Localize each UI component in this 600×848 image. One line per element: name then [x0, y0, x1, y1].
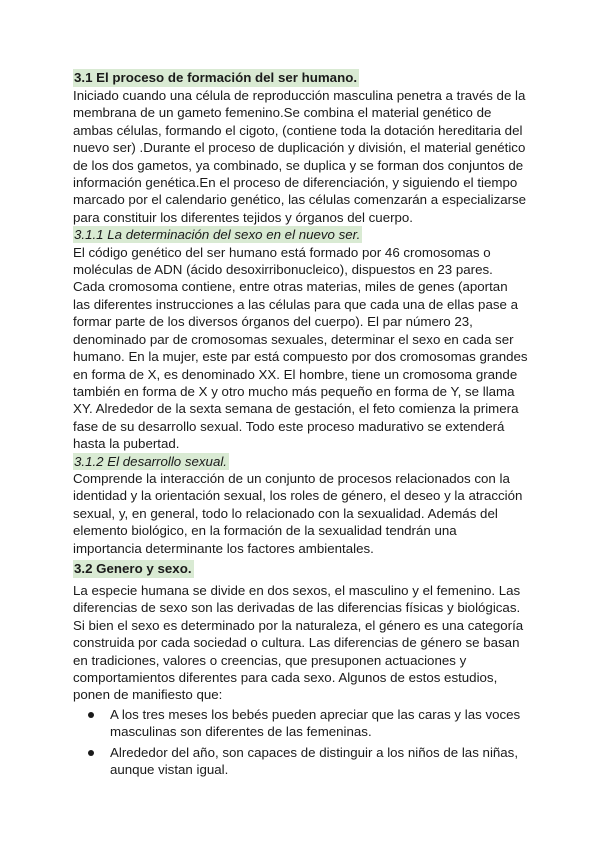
list-item	[73, 706, 528, 741]
section-3-1-1	[73, 226, 528, 243]
paragraph-3-1-1: El código genético del ser humano está formado por 46 cromosomas o moléculas de ADN (ácido desoxirribonucleico), dispuestos en 23 pares. Cada cromosoma contiene, entre otras materias, miles de genes (aportan las diferentes instrucciones a las células para que cada una de ellas pase a formar parte de los diversos órganos del cuerpo). El par número 23, denominado par de cromosomas sexuales, determinar el sexo en cada ser humano. En la mujer, este par está compuesto por dos cromosomas grandes en forma de X, es denominado XX. El hombre, tiene un cromosoma grande también en forma de X y otro mucho más pequeño en forma de Y, se llama XY. Alrededor de la sexta semana de gestación, el feto comienza la primera fase de su desarrollo sexual. Todo este proceso madurativo se extenderá hasta la pubertad.	[73, 244, 528, 452]
section-3-1	[73, 69, 528, 87]
paragraph-3-2: La especie humana se divide en dos sexos, el masculino y el femenino. Las diferencias de sexo son las derivadas de las diferencias físicas y biológicas. Si bien el sexo es determinado por la naturaleza, el género es una categoría construida por cada sociedad o cultura. Las diferencias de género se basan en tradiciones, valores o creencias, que presuponen actuaciones y comportamientos diferentes para cada sexo. Algunos de estos estudios, ponen de manifiesto que:	[73, 582, 524, 703]
heading-3-1-1: 3.1.1 La determinación del sexo en el nuevo ser.	[74, 227, 361, 243]
bullet-dot-icon	[88, 750, 94, 756]
bullet-list	[73, 706, 528, 779]
list-item-text: A los tres meses los bebés pueden apreciar que las caras y las voces masculinas son diferentes de las femeninas.	[110, 706, 521, 740]
section-3-2	[73, 560, 528, 578]
bullet-dot-icon	[88, 712, 94, 718]
paragraph-3-1: Iniciado cuando una célula de reproducción masculina penetra a través de la membrana de un gameto femenino.Se combina el material genético de ambas células, formando el cigoto, (contiene toda la dotación hereditaria del nuevo ser) .Durante el proceso de duplicación y división, el material genético de los dos gametos, ya combinado, se duplica y se forman dos conjuntos de información genética.En el proceso de diferenciación, y siguiendo el tiempo marcado por el calendario genético, las células comenzarán a especializarse para constituir los diferentes tejidos y órganos del cuerpo.	[73, 88, 527, 225]
list-item	[73, 744, 528, 779]
paragraph-3-1-2: Comprende la interacción de un conjunto de procesos relacionados con la identidad y la orientación sexual, los roles de género, el deseo y la atracción sexual, y, en general, todo lo relacionado con la sexualidad. Además del elemento biológico, en la formación de la sexualidad tendrán una importancia determinante los factores ambientales.	[73, 470, 523, 556]
heading-3-2: 3.2 Genero y sexo.	[74, 560, 192, 576]
heading-3-1-2: 3.1.2 El desarrollo sexual.	[74, 453, 227, 469]
list-item-text: Alrededor del año, son capaces de distinguir a los niños de las niñas, aunque vistan igual.	[110, 744, 519, 778]
section-3-1-2	[73, 453, 528, 470]
heading-3-1: 3.1 El proceso de formación del ser humano.	[74, 70, 358, 85]
